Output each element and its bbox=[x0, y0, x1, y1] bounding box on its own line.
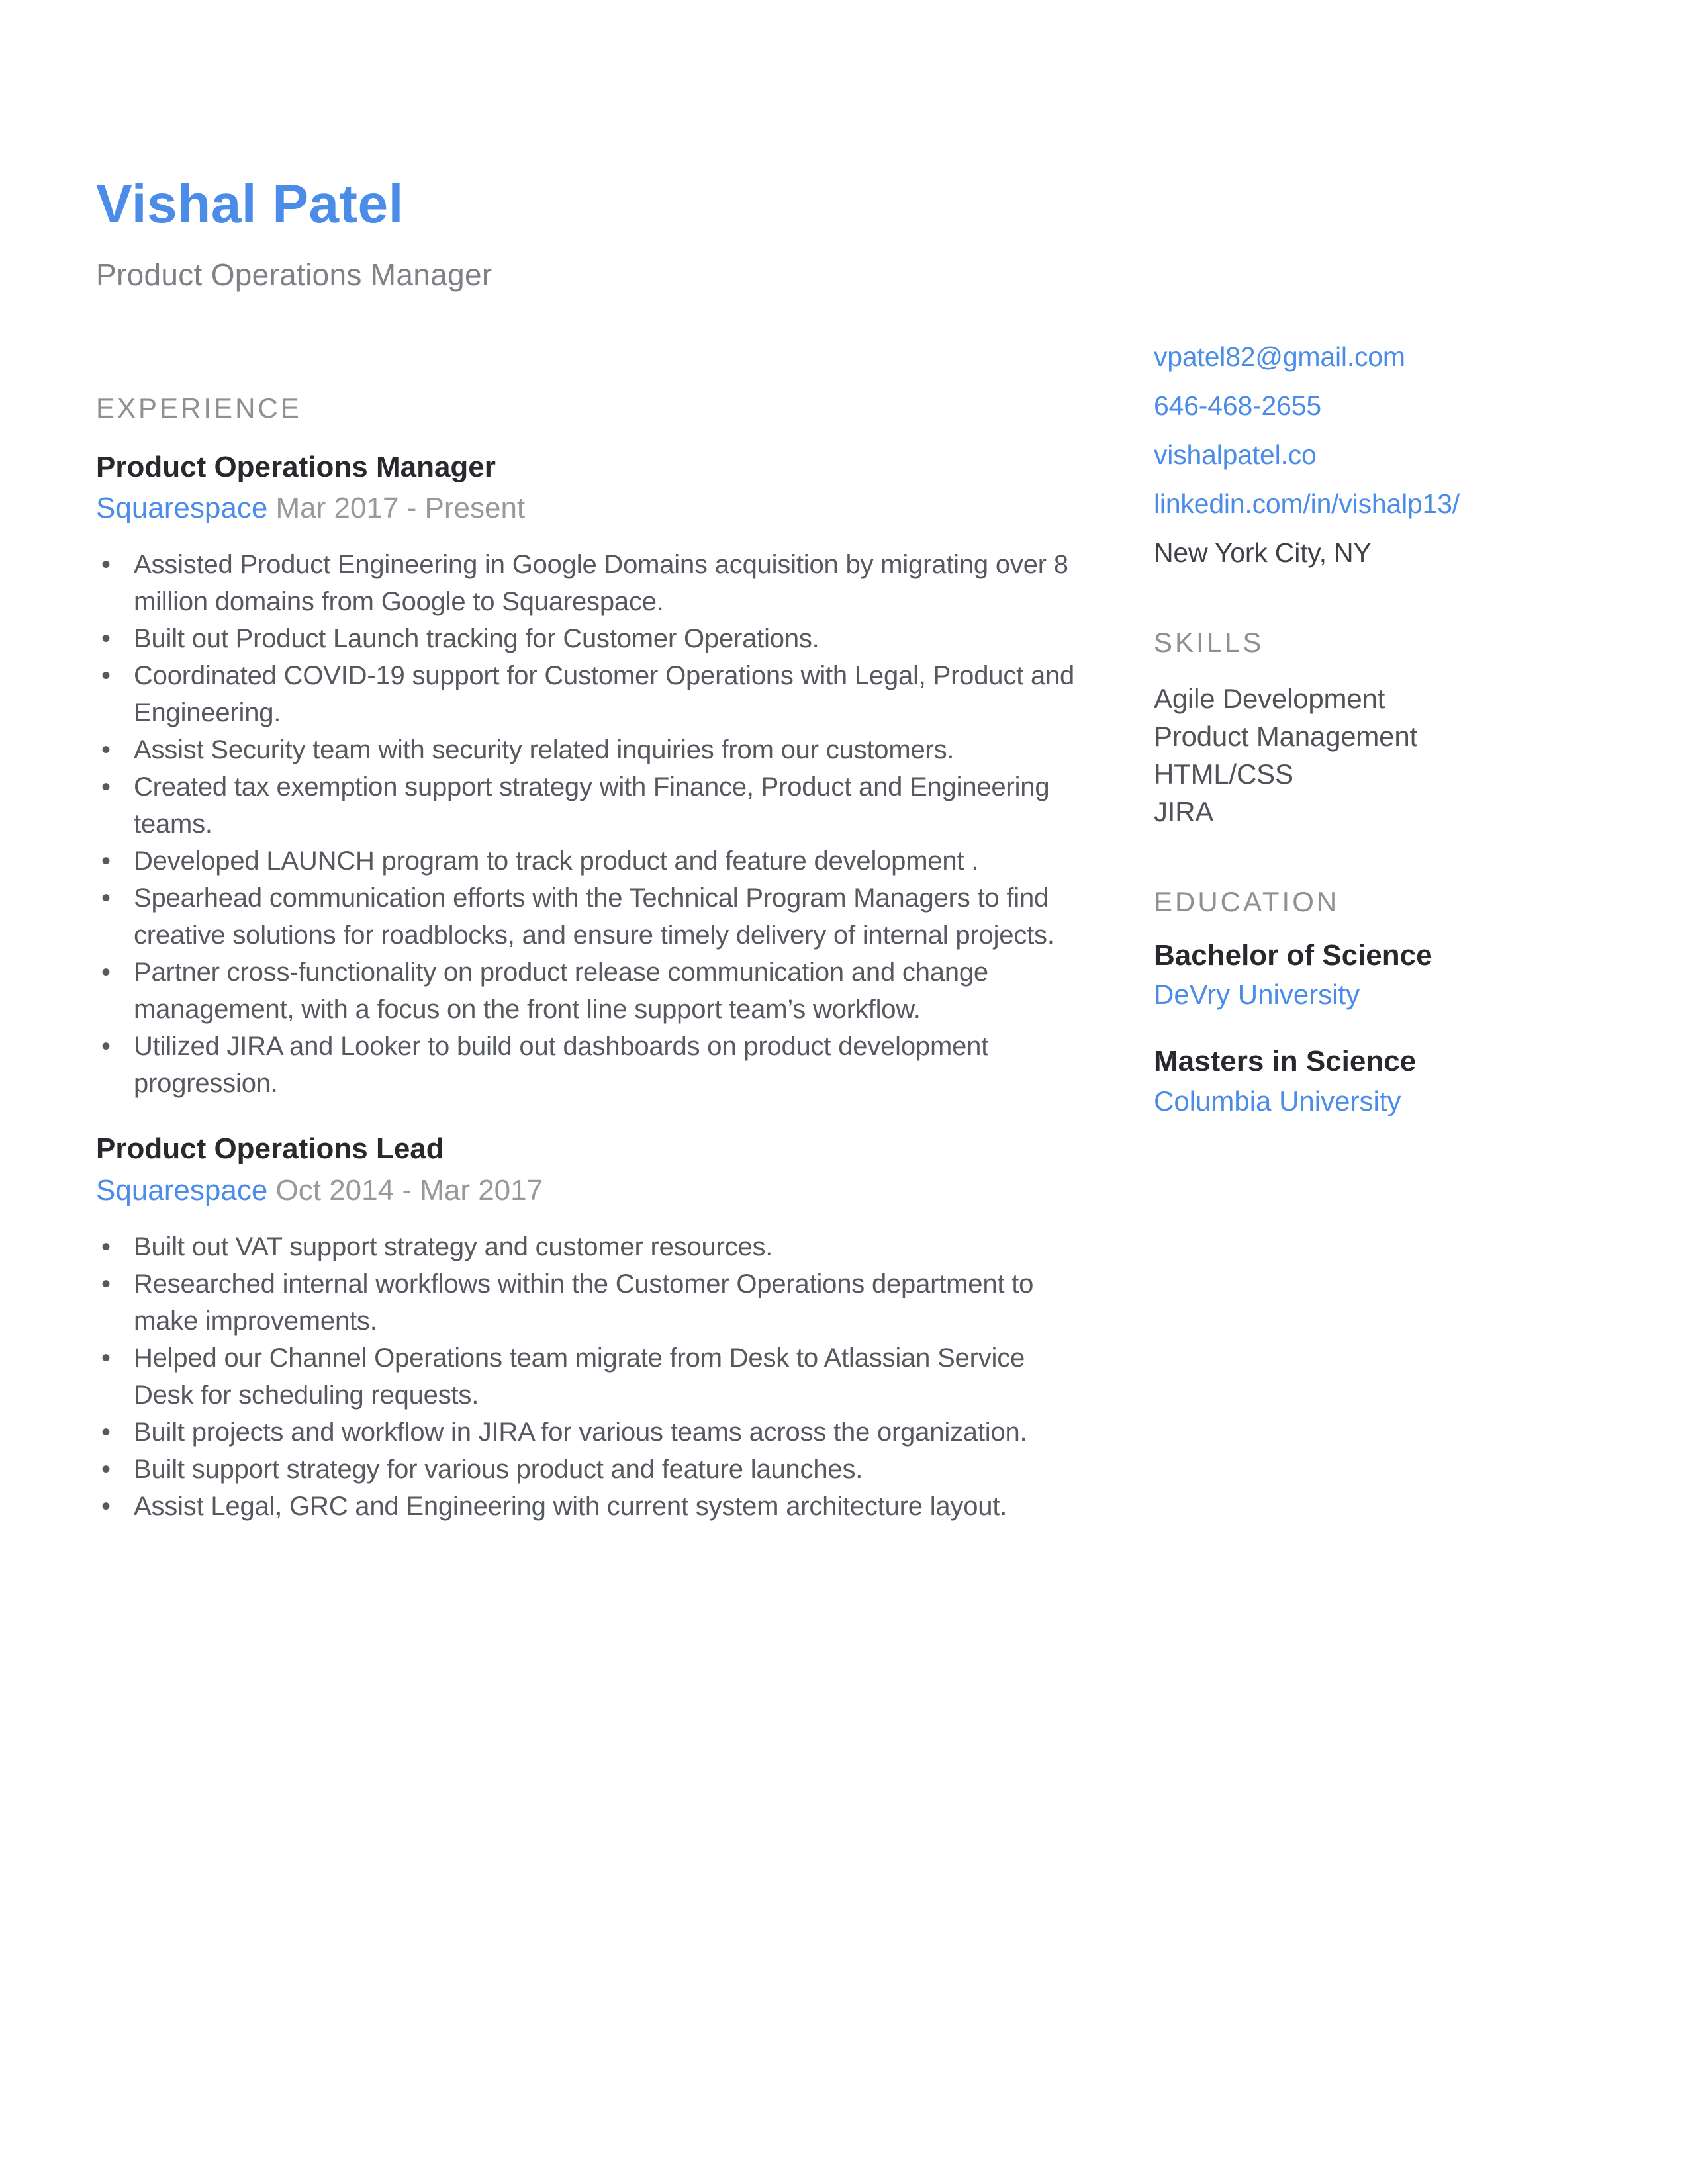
experience-section bbox=[96, 394, 1089, 1525]
contact-website bbox=[1154, 441, 1564, 469]
contact-email-link[interactable]: vpatel82@gmail.com bbox=[1154, 341, 1405, 372]
degree-title: Bachelor of Science bbox=[1154, 939, 1432, 972]
contact-email bbox=[1154, 343, 1564, 371]
skill-item: HTML/CSS bbox=[1154, 758, 1293, 790]
school-link[interactable]: DeVry University bbox=[1154, 979, 1360, 1011]
name-heading: Vishal Patel bbox=[96, 174, 404, 234]
bullet-item: • Researched internal workflows within the Customer Operations department to make improvements. bbox=[96, 1265, 1089, 1340]
company-link[interactable]: Squarespace bbox=[96, 492, 268, 525]
company-link[interactable]: Squarespace bbox=[96, 1173, 268, 1206]
job-dates: Oct 2014 - Mar 2017 bbox=[275, 1173, 543, 1206]
bullet-item: • Partner cross-functionality on product release communication and change management, with a focus on the front line support team’s workflow. bbox=[96, 954, 1089, 1028]
bullet-item: • Built projects and workflow in JIRA for various teams across the organization. bbox=[96, 1414, 1089, 1451]
bullet-item: • Helped our Channel Operations team migrate from Desk to Atlassian Service Desk for scheduling requests. bbox=[96, 1340, 1089, 1414]
skills-heading: SKILLS bbox=[1154, 627, 1264, 658]
job-entry bbox=[96, 1134, 1089, 1524]
contact-linkedin-link[interactable]: linkedin.com/in/vishalp13/ bbox=[1154, 488, 1460, 519]
bullet-item: • Built out VAT support strategy and customer resources. bbox=[96, 1228, 1089, 1265]
degree-title: Masters in Science bbox=[1154, 1045, 1417, 1078]
education-entry bbox=[1154, 940, 1564, 1009]
bullet-item: • Built support strategy for various product and feature launches. bbox=[96, 1451, 1089, 1488]
job-title: Product Operations Lead bbox=[96, 1132, 444, 1165]
contact-linkedin bbox=[1154, 490, 1564, 518]
contact-phone-link[interactable]: 646-468-2655 bbox=[1154, 390, 1321, 421]
education-heading: EDUCATION bbox=[1154, 886, 1340, 918]
job-dates: Mar 2017 - Present bbox=[275, 492, 526, 525]
bullet-list bbox=[96, 546, 1089, 1102]
job-meta bbox=[96, 493, 1089, 523]
bullet-item: • Assist Legal, GRC and Engineering with current system architecture layout. bbox=[96, 1488, 1089, 1525]
bullet-item: • Assisted Product Engineering in Google Domains acquisition by migrating over 8 million domains from Google to Squarespace. bbox=[96, 546, 1089, 620]
contact-website-link[interactable]: vishalpatel.co bbox=[1154, 439, 1317, 470]
sidebar-column bbox=[1154, 343, 1564, 1116]
education-entry bbox=[1154, 1046, 1564, 1115]
bullet-item: • Spearhead communication efforts with the Technical Program Managers to find creative solutions for roadblocks, and ensure timely delivery of internal projects. bbox=[96, 880, 1089, 954]
contact-location: New York City, NY bbox=[1154, 537, 1372, 568]
professional-title: Product Operations Manager bbox=[96, 257, 492, 292]
bullet-item: • Developed LAUNCH program to track product and feature development . bbox=[96, 842, 1089, 880]
experience-heading: EXPERIENCE bbox=[96, 392, 302, 424]
contact-phone bbox=[1154, 392, 1564, 420]
job-meta bbox=[96, 1175, 1089, 1206]
bullet-list bbox=[96, 1228, 1089, 1525]
bullet-item: • Coordinated COVID-19 support for Customer Operations with Legal, Product and Engineering. bbox=[96, 657, 1089, 731]
bullet-item: • Utilized JIRA and Looker to build out dashboards on product development progression. bbox=[96, 1028, 1089, 1102]
bullet-item: • Built out Product Launch tracking for Customer Operations. bbox=[96, 620, 1089, 657]
bullet-item: • Assist Security team with security related inquiries from our customers. bbox=[96, 731, 1089, 768]
bullet-item: • Created tax exemption support strategy with Finance, Product and Engineering teams. bbox=[96, 768, 1089, 842]
school-link[interactable]: Columbia University bbox=[1154, 1085, 1401, 1116]
job-title: Product Operations Manager bbox=[96, 451, 496, 484]
skills-list bbox=[1154, 680, 1564, 831]
job-entry bbox=[96, 452, 1089, 1102]
skill-item: Product Management bbox=[1154, 721, 1417, 752]
resume-header bbox=[96, 174, 1089, 293]
skill-item: Agile Development bbox=[1154, 683, 1385, 715]
skill-item: JIRA bbox=[1154, 796, 1214, 828]
